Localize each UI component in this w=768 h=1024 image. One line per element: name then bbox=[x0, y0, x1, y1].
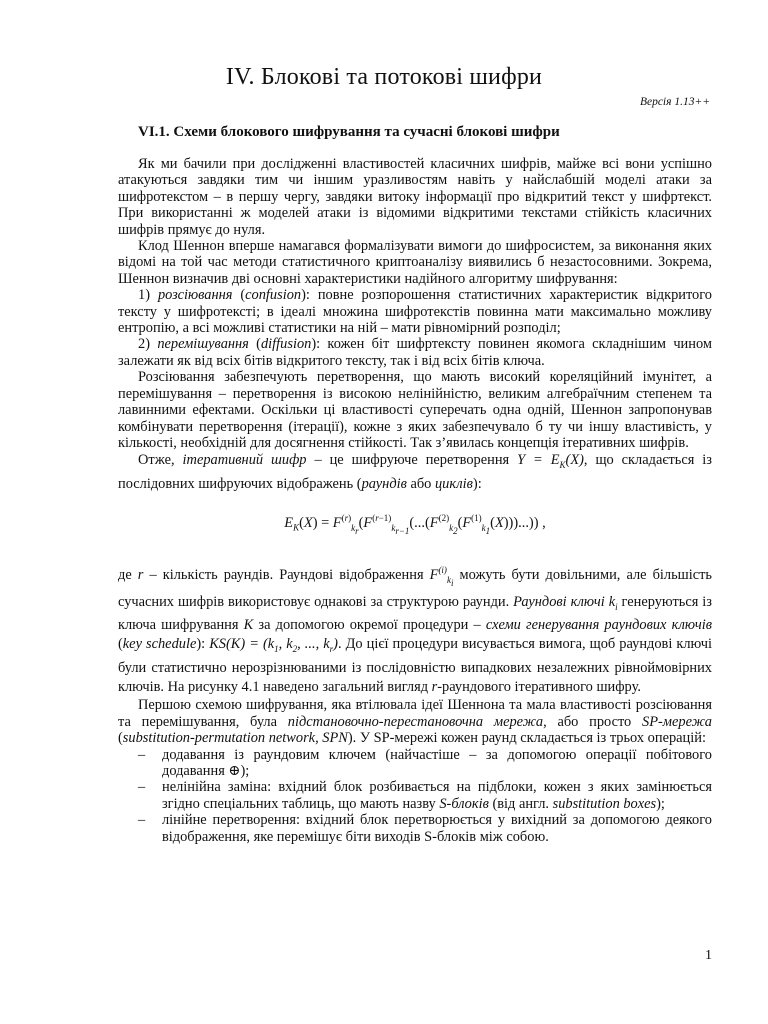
text-fragment: , або просто bbox=[543, 713, 643, 730]
list-item-text: (від англ. bbox=[488, 795, 553, 812]
term-diffusion-en: diffusion bbox=[260, 336, 312, 353]
list-item bbox=[118, 747, 712, 780]
term-confusion-en: confusion bbox=[245, 287, 302, 304]
term-s-boxes-en: substitution boxes bbox=[552, 795, 657, 812]
formula-text: Y = E bbox=[517, 452, 560, 469]
text-fragment: ): повне розпорошення статистичних характеристик відкритого тексту у шифротексті; в ідеалі множина шифротекстів повинна мати максимально можливу ентропію, а всі можливі статистики на ній – мати рівномірний розподіл; bbox=[118, 287, 712, 337]
paragraph-intro: Як ми бачили при дослідженні властивостей класичних шифрів, майже всі вони успішно атакуються завдяки тим чи іншим уразливостям навіть у найслабшій моделі атаки за шифротекстом – в першу чергу, завдяки витоку інформації про відкритий текст у шифртекст. При використанні ж моделей атаки із відомими відкритими текстами стійкість класичних шифрів прямує до нуля. bbox=[118, 156, 712, 238]
term-spn: підстановочно-перестановочна мережа bbox=[287, 713, 544, 730]
text-fragment: або bbox=[406, 476, 435, 493]
text-fragment: ( bbox=[232, 287, 246, 304]
text-fragment: за допомогою окремої процедури – bbox=[253, 617, 486, 634]
section-heading: VI.1. Схеми блокового шифрування та сучасні блокові шифри bbox=[138, 124, 560, 140]
term-round-keys: Раундові ключі bbox=[513, 593, 605, 610]
term-key-schedule: схеми генерування раундових ключів bbox=[485, 617, 712, 634]
term-spn-en: substitution-permutation network, SPN bbox=[122, 730, 348, 747]
text-fragment: Отже, bbox=[138, 452, 183, 469]
text-fragment: ( bbox=[118, 730, 123, 747]
var-k: k bbox=[608, 593, 616, 610]
text-fragment: ): bbox=[472, 476, 482, 493]
document-body bbox=[118, 156, 712, 845]
text-fragment: . До цієї процедури висувається вимога, щоб раундові ключі були статистично нерозрізнюваними із послідовністю випадкових незалежних рівноймовірних ключів. На рисунку 4.1 наведено загальний вигляд bbox=[118, 636, 712, 696]
paragraph-confusion bbox=[118, 287, 712, 336]
text-fragment: ( bbox=[248, 336, 261, 353]
text-fragment: -раундового ітеративного шифру. bbox=[437, 679, 641, 696]
paragraph-spn bbox=[118, 697, 712, 746]
list-item-text: нелінійна заміна: вхідний блок розбивається на підблоки, кожен з яких замінюється згідно спеціальних таблиць, що мають назву bbox=[162, 779, 712, 812]
term-key-schedule-en: key schedule bbox=[122, 636, 197, 653]
paragraph-shannon: Клод Шеннон вперше намагався формалізувати вимоги до шифросистем, за виконання яких відомі на той час методи статистичного криптоаналізу виявились б незастосовними. Зокрема, Шеннон визначив дві основні характеристики надійного алгоритму шифрування: bbox=[118, 238, 712, 287]
display-formula: $E_K(X) = F^{(r)}_{k_r}(F^{(r-1)}_{k_{r-1}}(...(F^{(2)}_{k_2}(F^{(1)}_{k_1}(X)))...))$ , bbox=[284, 513, 546, 536]
text-fragment: – це шифруюче перетворення bbox=[306, 452, 518, 469]
version-label: Версія 1.13++ bbox=[639, 96, 710, 108]
term-rounds: раундів bbox=[361, 476, 407, 493]
list-item bbox=[118, 812, 712, 845]
dash-bullet: – bbox=[138, 746, 146, 763]
var-k-index: i bbox=[615, 601, 618, 612]
var-r: r bbox=[137, 566, 144, 583]
list-item-text: додавання із раундовим ключем (найчастіше – за допомогою операції побітового додавання ⊕); bbox=[162, 746, 712, 779]
text-fragment: – кількість раундів. Раундові відображення bbox=[143, 566, 430, 583]
inline-formula bbox=[517, 452, 584, 471]
text-fragment: можуть бути довільними, але більшість сучасних шифрів використовує однакові за структурою раунди. bbox=[118, 566, 712, 610]
paragraph-properties: Розсіювання забезпечують перетворення, що мають високий кореляційний імунітет, а перемішування – перетворення із високою нелінійністю, великим алгебраїчним степенем та лавинними ефектами. Оскільки ці властивості суперечать одна одній, Шеннон запропонував комбінувати перетворення (ітерації), кожне з яких забезпечувало б ту чи іншу властивість, у кількості, необхідній для досягнення стійкості. Так з’явилась концепція ітеративних шифрів. bbox=[118, 369, 712, 451]
page-number: 1 bbox=[705, 948, 712, 963]
term-s-boxes: S-блоків bbox=[439, 795, 489, 812]
term-diffusion: перемішування bbox=[157, 336, 249, 353]
paragraph-diffusion bbox=[118, 336, 712, 369]
term-cycles: циклів bbox=[434, 476, 473, 493]
term-confusion: розсіювання bbox=[157, 287, 233, 304]
item-number: 2) bbox=[138, 336, 150, 353]
term-iterative-cipher: ітеративний шифр bbox=[182, 452, 307, 469]
text-fragment: ): bbox=[196, 636, 210, 653]
list-item-text: ); bbox=[656, 795, 665, 812]
text-fragment: ( bbox=[118, 636, 123, 653]
paragraph-round-keys bbox=[118, 561, 712, 697]
var-K: K bbox=[243, 617, 254, 634]
var-r: r bbox=[431, 679, 438, 696]
text-fragment: генеруються із ключа шифрування bbox=[118, 593, 712, 634]
text-fragment: ). У SP-мережі кожен раунд складається із трьох операцій: bbox=[347, 730, 706, 747]
text-fragment: ): кожен біт шифртексту повинен якомога складнішим чином залежати як від всіх бітів відкритого тексту, так і від всіх бітів ключа. bbox=[118, 336, 712, 369]
term-sp-network: SP-мережа bbox=[642, 713, 712, 730]
key-schedule-formula: $KS(K) = (k_1$, $k_2$, ..., $k_r$) bbox=[209, 636, 338, 655]
list-item bbox=[118, 779, 712, 812]
item-number: 1) bbox=[138, 287, 150, 304]
paragraph-iterative bbox=[118, 451, 712, 494]
text-fragment: , що складається із послідовних шифруючих відображень ( bbox=[118, 452, 712, 493]
dash-bullet: – bbox=[138, 779, 146, 796]
operations-list bbox=[118, 747, 712, 845]
dash-bullet: – bbox=[138, 812, 146, 829]
page-title: IV. Блокові та потокові шифри bbox=[225, 64, 543, 90]
round-map-formula: $F^{(i)}_{k_i}$ bbox=[429, 565, 454, 588]
formula-sub: K bbox=[559, 460, 566, 471]
text-fragment: де bbox=[118, 566, 138, 583]
text-fragment: Першою схемою шифрування, яка втілювала ідеї Шеннона та мала властивості розсіювання та перемішування, була bbox=[118, 697, 712, 730]
list-item-text: лінійне перетворення: вхідний блок перетворюється у вихідний за допомогою деякого відображення, яке перемішує біти виходів S-блоків між собою. bbox=[162, 812, 712, 845]
formula-text: (X) bbox=[565, 452, 584, 469]
